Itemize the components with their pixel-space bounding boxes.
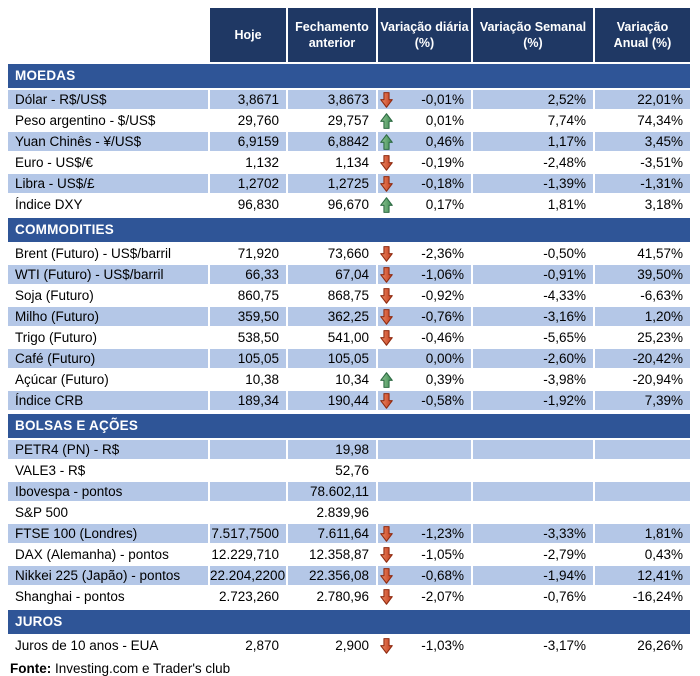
fechamento-value: 1,134 — [286, 153, 376, 172]
weekly-change-value — [471, 440, 593, 459]
hoje-value: 1,132 — [208, 153, 286, 172]
daily-change-value: 0,46% — [425, 134, 464, 149]
weekly-change-value: -2,48% — [471, 153, 593, 172]
hoje-value: 29,760 — [208, 111, 286, 130]
daily-change-value: -0,68% — [421, 568, 464, 583]
row-label: Soja (Futuro) — [15, 288, 94, 303]
trend-down-icon — [380, 638, 393, 654]
daily-change-value: -1,06% — [421, 267, 464, 282]
hoje-value: 189,34 — [208, 391, 286, 410]
daily-change-value: -0,01% — [421, 92, 464, 107]
hoje-value: 105,05 — [208, 349, 286, 368]
annual-change-value — [593, 461, 690, 480]
annual-change-value: 26,26% — [593, 636, 690, 655]
table-row — [8, 111, 690, 132]
daily-change-cell — [376, 244, 471, 263]
daily-change-value: -0,76% — [421, 309, 464, 324]
daily-change-value: -0,58% — [421, 393, 464, 408]
trend-none-spacer — [380, 505, 393, 521]
weekly-change-value: -3,17% — [471, 636, 593, 655]
fechamento-value: 29,757 — [286, 111, 376, 130]
hoje-value: 71,920 — [208, 244, 286, 263]
daily-change-value: 0,00% — [425, 351, 464, 366]
hoje-value: 22.204,2200 — [210, 568, 286, 583]
weekly-change-value — [471, 482, 593, 501]
fechamento-value: 362,25 — [286, 307, 376, 326]
row-label: PETR4 (PN) - R$ — [8, 440, 208, 459]
row-label: Peso argentino - $/US$ — [15, 113, 156, 128]
hoje-value: 12.229,710 — [208, 545, 286, 564]
header-col-hoje — [208, 8, 286, 62]
daily-change-cell — [376, 265, 471, 284]
trend-down-icon — [380, 547, 393, 563]
trend-down-icon — [380, 92, 393, 108]
fechamento-value: 2,900 — [286, 636, 376, 655]
fechamento-value: 541,00 — [286, 328, 376, 347]
daily-change-cell — [376, 482, 471, 501]
hoje-value: 3,8671 — [208, 90, 286, 109]
trend-up-icon — [380, 372, 393, 388]
table-row — [8, 391, 690, 412]
hoje-value — [208, 503, 286, 522]
annual-change-value — [593, 503, 690, 522]
trend-down-icon — [380, 288, 393, 304]
daily-change-cell — [376, 461, 471, 480]
row-label: S&P 500 — [15, 505, 69, 520]
daily-change-value: -1,03% — [421, 638, 464, 653]
fechamento-value: 19,98 — [286, 440, 376, 459]
daily-change-cell — [376, 195, 471, 214]
annual-change-value: 12,41% — [593, 566, 690, 585]
daily-change-cell — [376, 524, 471, 543]
header-label: Variação Semanal — [479, 19, 587, 34]
row-label: Juros de 10 anos - EUA — [15, 638, 159, 653]
hoje-value: 359,50 — [208, 307, 286, 326]
daily-change-value: -0,92% — [421, 288, 464, 303]
annual-change-value — [593, 440, 690, 459]
weekly-change-value — [471, 461, 593, 480]
row-label: Índice CRB — [8, 391, 208, 410]
table-row — [8, 244, 690, 265]
annual-change-value: 39,50% — [593, 265, 690, 284]
weekly-change-value — [471, 503, 593, 522]
table-row — [8, 349, 690, 370]
trend-down-icon — [380, 155, 393, 171]
fechamento-value: 868,75 — [286, 286, 376, 305]
weekly-change-value: -1,94% — [471, 566, 593, 585]
row-label: Açúcar (Futuro) — [15, 372, 109, 387]
annual-change-value: -6,63% — [593, 286, 690, 305]
weekly-change-value: -1,39% — [471, 174, 593, 193]
weekly-change-value: -0,50% — [471, 244, 593, 263]
row-label: VALE3 - R$ — [15, 463, 86, 478]
source-note — [8, 661, 700, 676]
weekly-change-value: -0,91% — [471, 265, 593, 284]
fechamento-value: 96,670 — [286, 195, 376, 214]
table-row — [8, 566, 690, 587]
annual-change-value: 22,01% — [593, 90, 690, 109]
trend-down-icon — [380, 309, 393, 325]
annual-change-value: -1,31% — [593, 174, 690, 193]
header-col-fechamento-anterior: Fechamento anterior — [286, 8, 376, 62]
daily-change-cell — [376, 153, 471, 172]
fechamento-value: 7.611,64 — [286, 524, 376, 543]
annual-change-value: 1,81% — [593, 524, 690, 543]
fechamento-value: 3,8673 — [286, 90, 376, 109]
row-label: Nikkei 225 (Japão) - pontos — [8, 566, 208, 585]
fechamento-value: 1,2725 — [286, 174, 376, 193]
table-row — [8, 265, 690, 286]
weekly-change-value: -4,33% — [471, 286, 593, 305]
weekly-change-value: 2,52% — [471, 90, 593, 109]
daily-change-cell — [376, 370, 471, 389]
annual-change-value: -16,24% — [593, 587, 690, 606]
daily-change-value: 0,01% — [425, 113, 464, 128]
row-label: Brent (Futuro) - US$/barril — [15, 246, 172, 261]
annual-change-value: -20,94% — [593, 370, 690, 389]
daily-change-cell — [376, 587, 471, 606]
trend-none-spacer — [380, 442, 393, 458]
table-row — [8, 307, 690, 328]
weekly-change-value: -5,65% — [471, 328, 593, 347]
weekly-change-value: -2,79% — [471, 545, 593, 564]
annual-change-value: 41,57% — [593, 244, 690, 263]
daily-change-cell — [376, 636, 471, 655]
header-col-variacao-diaria: Variação diária (%) — [376, 8, 471, 62]
daily-change-cell — [376, 174, 471, 193]
hoje-value: 7.517,7500 — [208, 524, 286, 543]
table-row — [8, 174, 690, 195]
fechamento-value: 190,44 — [286, 391, 376, 410]
hoje-value: 66,33 — [208, 265, 286, 284]
row-label: Ibovespa - pontos — [8, 482, 208, 501]
header-label: Hoje — [234, 27, 262, 42]
fechamento-value: 67,04 — [286, 265, 376, 284]
hoje-value — [208, 461, 286, 480]
weekly-change-value: -3,98% — [471, 370, 593, 389]
table-row — [8, 587, 690, 608]
fechamento-value: 2.780,96 — [286, 587, 376, 606]
hoje-value: 96,830 — [208, 195, 286, 214]
section-header-juros: JUROS — [8, 610, 690, 634]
trend-down-icon — [380, 568, 393, 584]
table-row — [8, 132, 690, 153]
table-row — [8, 440, 690, 461]
table-row — [8, 503, 690, 524]
daily-change-cell — [376, 328, 471, 347]
hoje-value: 538,50 — [208, 328, 286, 347]
header-label: Fechamento — [295, 19, 369, 34]
hoje-value: 860,75 — [208, 286, 286, 305]
trend-down-icon — [380, 267, 393, 283]
annual-change-value: -20,42% — [593, 349, 690, 368]
fechamento-value: 52,76 — [286, 461, 376, 480]
daily-change-cell — [376, 391, 471, 410]
daily-change-cell — [376, 349, 471, 368]
source-label: Fonte: — [10, 661, 52, 676]
row-label: Shanghai - pontos — [15, 589, 125, 604]
daily-change-value: -2,07% — [421, 589, 464, 604]
section-header-moedas: MOEDAS — [8, 64, 690, 88]
trend-down-icon — [380, 526, 393, 542]
annual-change-value: 74,34% — [593, 111, 690, 130]
hoje-value — [208, 482, 286, 501]
daily-change-value: -1,05% — [421, 547, 464, 562]
section-header-commodities: COMMODITIES — [8, 218, 690, 242]
annual-change-value: 3,18% — [593, 195, 690, 214]
daily-change-cell — [376, 545, 471, 564]
trend-none-spacer — [380, 463, 393, 479]
weekly-change-value: -3,33% — [471, 524, 593, 543]
row-label: FTSE 100 (Londres) — [8, 524, 208, 543]
annual-change-value — [593, 482, 690, 501]
annual-change-value: 25,23% — [593, 328, 690, 347]
source-text: Investing.com e Trader's club — [51, 661, 231, 676]
annual-change-value: 0,43% — [593, 545, 690, 564]
table-row — [8, 636, 690, 657]
header-label: Variação diária — [380, 19, 469, 34]
daily-change-value: 0,39% — [425, 372, 464, 387]
daily-change-value: 0,17% — [425, 197, 464, 212]
fechamento-value: 73,660 — [286, 244, 376, 263]
row-label: Libra - US$/£ — [8, 174, 208, 193]
daily-change-cell — [376, 111, 471, 130]
fechamento-value: 22.356,08 — [286, 566, 376, 585]
trend-up-icon — [380, 197, 393, 213]
annual-change-value: -3,51% — [593, 153, 690, 172]
table-row — [8, 195, 690, 216]
trend-down-icon — [380, 176, 393, 192]
hoje-value: 2.723,260 — [208, 587, 286, 606]
daily-change-cell — [376, 440, 471, 459]
weekly-change-value: 7,74% — [471, 111, 593, 130]
hoje-value: 10,38 — [208, 370, 286, 389]
annual-change-value: 3,45% — [593, 132, 690, 151]
trend-none-spacer — [380, 484, 393, 500]
header-empty-cell — [8, 8, 208, 62]
hoje-value: 2,870 — [208, 636, 286, 655]
daily-change-value: -0,18% — [421, 176, 464, 191]
trend-up-icon — [380, 134, 393, 150]
trend-up-icon — [380, 113, 393, 129]
table-row — [8, 545, 690, 566]
daily-change-cell — [376, 90, 471, 109]
annual-change-value: 1,20% — [593, 307, 690, 326]
daily-change-value: -0,46% — [421, 330, 464, 345]
trend-none-spacer — [380, 351, 393, 367]
fechamento-value: 105,05 — [286, 349, 376, 368]
weekly-change-value: -2,60% — [471, 349, 593, 368]
table-header-row — [8, 8, 690, 62]
fechamento-value: 6,8842 — [286, 132, 376, 151]
weekly-change-value: 1,81% — [471, 195, 593, 214]
trend-down-icon — [380, 246, 393, 262]
table-row — [8, 286, 690, 307]
section-header-bolsas-e-acoes: BOLSAS E AÇÕES — [8, 414, 690, 438]
daily-change-value: -1,23% — [421, 526, 464, 541]
table-row — [8, 482, 690, 503]
weekly-change-value: -0,76% — [471, 587, 593, 606]
daily-change-cell — [376, 307, 471, 326]
table-row — [8, 328, 690, 349]
table-row — [8, 524, 690, 545]
row-label: Yuan Chinês - ¥/US$ — [8, 132, 208, 151]
weekly-change-value: -1,92% — [471, 391, 593, 410]
table-row — [8, 153, 690, 174]
row-label: Milho (Futuro) — [8, 307, 208, 326]
hoje-value — [208, 440, 286, 459]
row-label: WTI (Futuro) - US$/barril — [8, 265, 208, 284]
fechamento-value: 12.358,87 — [286, 545, 376, 564]
annual-change-value: 7,39% — [593, 391, 690, 410]
hoje-value: 6,9159 — [208, 132, 286, 151]
fechamento-value: 2.839,96 — [286, 503, 376, 522]
header-col-variacao-anual: Variação Anual (%) — [593, 8, 690, 62]
fechamento-value: 78.602,11 — [286, 482, 376, 501]
weekly-change-value: -3,16% — [471, 307, 593, 326]
daily-change-value: -0,19% — [421, 155, 464, 170]
header-col-variacao-semanal: Variação Semanal (%) — [471, 8, 593, 62]
trend-down-icon — [380, 589, 393, 605]
trend-down-icon — [380, 393, 393, 409]
row-label: Dólar - R$/US$ — [8, 90, 208, 109]
table-row — [8, 370, 690, 391]
row-label: DAX (Alemanha) - pontos — [15, 547, 169, 562]
row-label: Trigo (Futuro) — [15, 330, 98, 345]
daily-change-cell — [376, 503, 471, 522]
table-row — [8, 90, 690, 111]
daily-change-cell — [376, 132, 471, 151]
daily-change-cell — [376, 286, 471, 305]
header-label: Variação — [616, 19, 669, 34]
row-label: Café (Futuro) — [8, 349, 208, 368]
row-label: Euro - US$/€ — [15, 155, 94, 170]
row-label: Índice DXY — [15, 197, 83, 212]
trend-down-icon — [380, 330, 393, 346]
fechamento-value: 10,34 — [286, 370, 376, 389]
daily-change-value: -2,36% — [421, 246, 464, 261]
table-row — [8, 461, 690, 482]
weekly-change-value: 1,17% — [471, 132, 593, 151]
hoje-value: 1,2702 — [208, 174, 286, 193]
daily-change-cell — [376, 566, 471, 585]
table-body — [8, 64, 700, 657]
